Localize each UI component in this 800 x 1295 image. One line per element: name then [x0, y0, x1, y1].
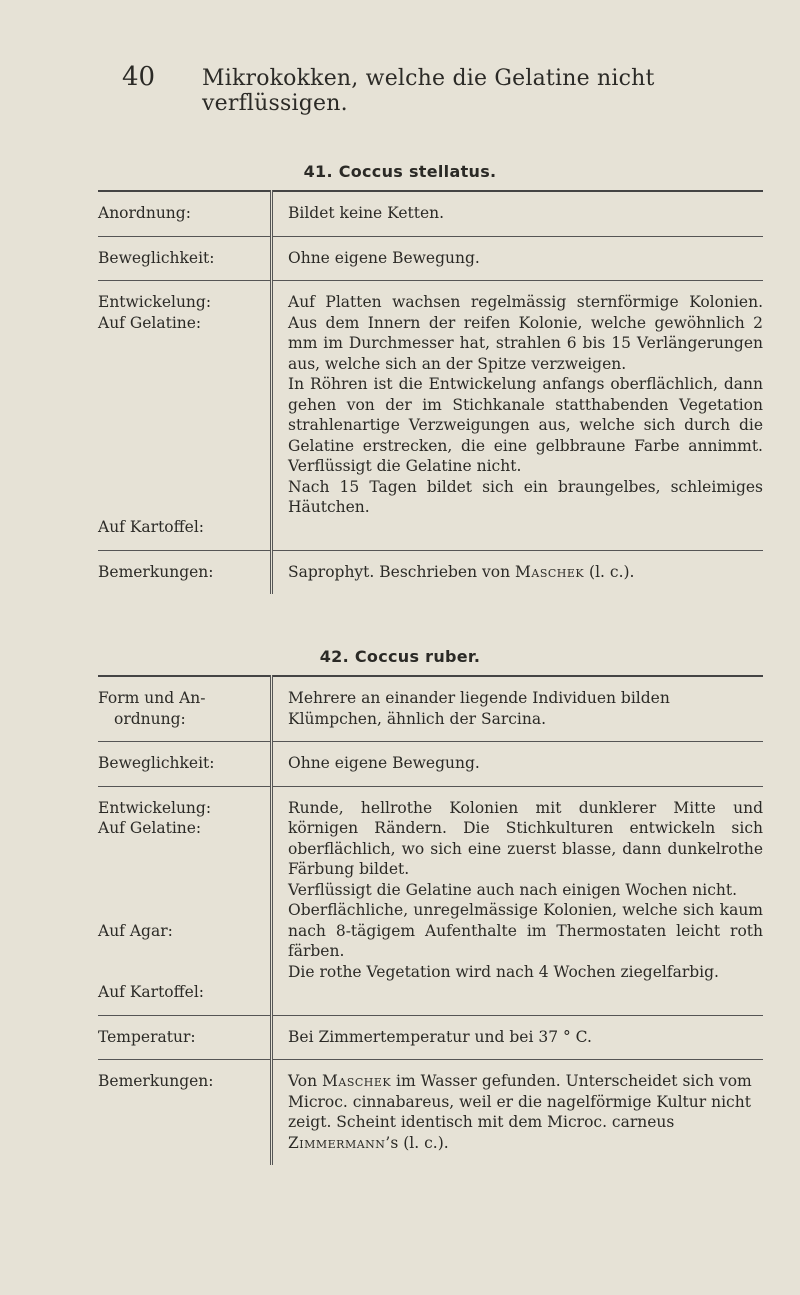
row-value: Bildet keine Ketten. [288, 204, 445, 222]
section-title-coccus-stellatus: 41. Coccus stellatus. [303, 162, 497, 181]
paragraph: Oberflächliche, unregelmässige Kolonien, welche sich kaum nach 8-tägigem Aufenthalte im Thermostaten leicht roth färben. [288, 901, 763, 960]
row-label: Form und An- ordnung: [98, 676, 272, 742]
paragraph: Verflüssigt die Gelatine auch nach einigen Wochen nicht. [288, 880, 738, 899]
table-row [98, 786, 763, 1015]
coccus-stellatus-table [98, 190, 763, 594]
table-row [98, 236, 763, 281]
paragraph: Die rothe Vegetation wird nach 4 Wochen ziegelfarbig. [288, 962, 719, 981]
table-row [98, 1060, 763, 1166]
row-value [272, 786, 764, 1015]
row-label: Anordnung: [98, 191, 272, 236]
row-label: Temperatur: [98, 1015, 272, 1060]
table-row [98, 550, 763, 594]
author-name: Maschek [322, 1072, 392, 1090]
row-value: Ohne eigene Bewegung. [288, 754, 480, 772]
row-value: Bei Zimmertemperatur und bei 37 ° C. [288, 1027, 592, 1046]
table-row [98, 281, 763, 551]
author-name: Zimmermann [288, 1133, 386, 1152]
row-label: Entwickelung: Auf Gelatine: Auf Kartoffel: [98, 281, 272, 551]
row-label: Beweglichkeit: [98, 742, 272, 787]
row-label: Entwickelung: Auf Gelatine: Auf Agar: Auf Kartoffel: [98, 786, 272, 1015]
running-head: Mikrokokken, welche die Gelatine nicht verflüssigen. [202, 66, 655, 116]
row-value [272, 281, 764, 551]
paragraph: In Röhren ist die Entwickelung anfangs oberflächlich, dann gehen von der im Stichkanale statthabenden Vegetation strahlenartige Verzweigungen aus, welche sich durch die Gelatine erstrecken, die eine gelbbraune Farbe annimmt. Verflüssigt die Gelatine nicht. [288, 375, 763, 475]
coccus-ruber-table [98, 675, 763, 1165]
paragraph: Nach 15 Tagen bildet sich ein braungelbes, schleimiges Häutchen. [288, 477, 763, 516]
row-value: Ohne eigene Bewegung. [288, 248, 480, 267]
section-title-coccus-ruber: 42. Coccus ruber. [319, 647, 481, 666]
page-header [0, 62, 800, 116]
row-value: Mehrere an einander liegende Individuen bilden Klümpchen, ähnlich der Sarcina. [288, 689, 670, 728]
table-row [98, 676, 763, 742]
paragraph: Runde, hellrothe Kolonien mit dunklerer Mitte und körnigen Rändern. Die Stichkulturen entwickeln sich oberflächlich, wo sich eine zuerst blasse, dann dunkelrothe Färbung bildet. [288, 798, 763, 878]
row-label: Bemerkungen: [98, 550, 272, 594]
row-label: Bemerkungen: [98, 1060, 272, 1166]
paragraph: Auf Platten wachsen regelmässig sternförmige Kolonien. Aus dem Innern der reifen Kolonie, welche gewöhnlich 2 mm im Durchmesser hat, strahlen 6 bis 15 Verlängerungen aus, welche sich an der Spitze verzweigen. [288, 293, 763, 373]
row-value: Von Maschek im Wasser gefunden. Unterscheidet sich vom Microc. cinnabareus, weil er die nagelförmige Kultur nicht zeigt. Scheint identisch mit dem Microc. carneus Zimmermann’s (l. c.). [288, 1072, 752, 1152]
row-label: Beweglichkeit: [98, 236, 272, 281]
row-value: Saprophyt. Beschrieben von Maschek (l. c.). [288, 562, 635, 581]
table-row [98, 742, 763, 787]
author-name: Maschek [515, 562, 585, 581]
table-row [98, 191, 763, 236]
table-row [98, 1015, 763, 1060]
page-number: 40 [122, 62, 156, 92]
